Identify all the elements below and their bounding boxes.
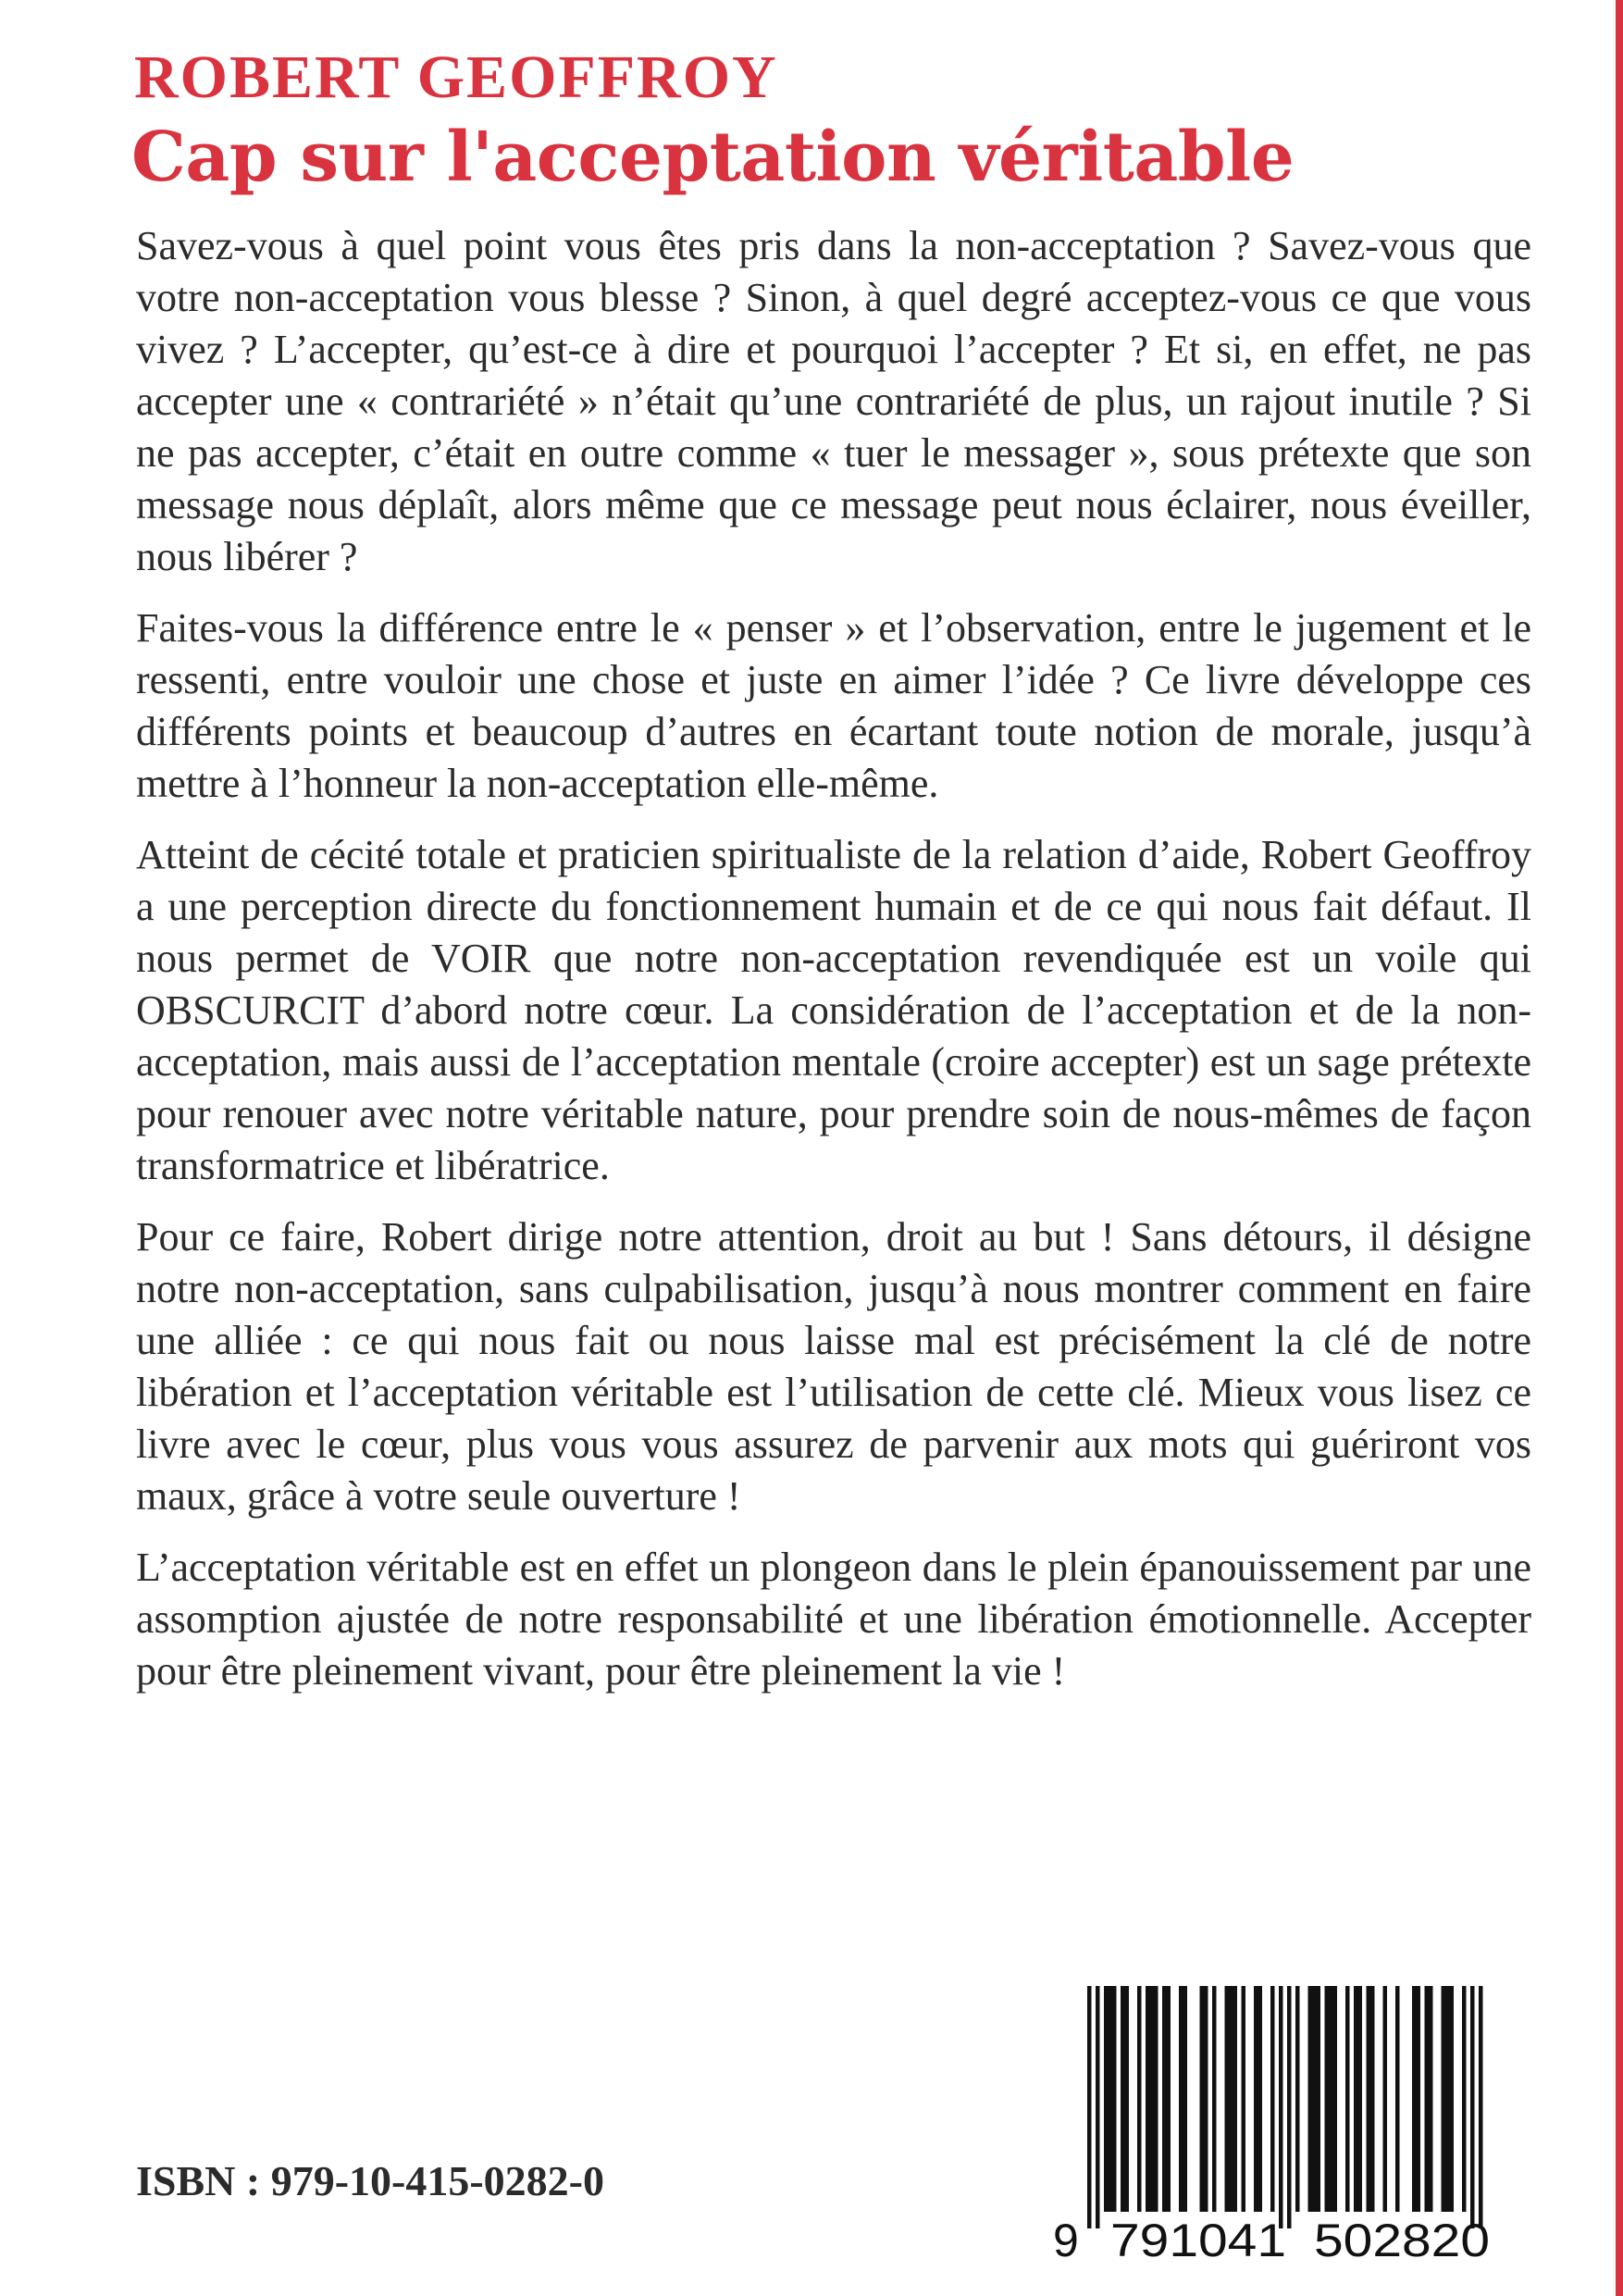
barcode-bar [1358, 1986, 1363, 2212]
barcode-bar [1270, 1986, 1275, 2212]
barcode-bars [1087, 1986, 1483, 2228]
barcode-digits-right: 502820 [1314, 2215, 1490, 2266]
barcode-bar [1146, 1986, 1150, 2212]
barcode-bar [1412, 1986, 1417, 2212]
blurb [136, 220, 1531, 1717]
barcode-bar [1104, 1986, 1109, 2212]
barcode-bar [1258, 1986, 1263, 2212]
barcode-bar [1154, 1986, 1158, 2212]
barcode-bar [1325, 1986, 1330, 2212]
barcode-bar [1470, 1986, 1475, 2228]
barcode-bar [1212, 1986, 1217, 2212]
barcode-bar [1254, 1986, 1258, 2212]
barcode-bar [1087, 1986, 1092, 2228]
barcode-bar [1429, 1986, 1433, 2212]
barcode-bar [1112, 1986, 1117, 2212]
blurb-paragraph: Savez-vous à quel point vous êtes pris dans la non-acceptation ? Savez-vous que votre non-acceptation vous blesse ? Sinon, à quel degré acceptez-vous ce que vous vivez ? L’accepter, qu’est-ce à dire et pourquoi l’accepter ? Et si, en effet, ne pas accepter une « contrariété » n’était qu’une contrariété de plus, un rajout inutile ? Si ne pas accepter, c’était en outre comme « tuer le messager », sous prétexte que son message nous déplaît, alors même que ce message peut nous éclairer, nous éveiller, nous libérer ? [136, 223, 1531, 579]
barcode-digit-first: 9 [1053, 2215, 1079, 2266]
barcode-bar [1354, 1986, 1358, 2212]
blurb-paragraph: L’acceptation véritable est en effet un plongeon dans le plein épanouissement par une assomption ajustée de notre responsabilité et une libération émotionnelle. Accepter pour être pleinement vivant, pour être pleinement la vie ! [136, 1545, 1531, 1694]
barcode-bar [1312, 1986, 1317, 2212]
barcode-bar [1204, 1986, 1208, 2212]
barcode-bar [1295, 1986, 1300, 2212]
barcode-bar [1417, 1986, 1421, 2212]
isbn-label: ISBN : 979-10-415-0282-0 [136, 2157, 604, 2204]
barcode-bar [1121, 1986, 1125, 2212]
barcode-bar [1308, 1986, 1313, 2212]
book-title: Cap sur l'acceptation véritable [131, 118, 1295, 197]
barcode-bar [1233, 1986, 1238, 2212]
barcode-bar [1287, 1986, 1292, 2228]
barcode-bar [1367, 1986, 1371, 2212]
author-name: ROBERT GEOFFROY [134, 43, 778, 111]
barcode-digits-left: 791041 [1110, 2215, 1286, 2266]
barcode-bar [1096, 1986, 1100, 2228]
barcode-bar [1167, 1986, 1171, 2212]
blurb-paragraph: Faites-vous la différence entre le « penser » et l’observation, entre le jugement et le ressenti, entre vouloir une chose et juste en aimer l’idée ? Ce livre développe ces différents points et beaucoup d’autres en écartant toute notion de morale, jusqu’à mettre à l’honneur la non-acceptation elle-même. [136, 605, 1531, 806]
blurb-paragraph: Atteint de cécité totale et praticien spiritualiste de la relation d’aide, Robert Geoffroy a une perception directe du fonctionnement humain et de ce qui nous fait défaut. Il nous permet de VOIR que notre non-acceptation revendiquée est un voile qui OBSCURCIT d’abord notre cœur. La considération de l’acceptation et de la non-acceptation, mais aussi de l’acceptation mentale (croire accepter) est un sage prétexte pour renouer avec notre véritable nature, pour prendre soin de nous-mêmes de façon transformatrice et libératrice. [136, 832, 1531, 1188]
barcode-bar [1345, 1986, 1350, 2212]
barcode-bar [1442, 1986, 1446, 2212]
barcode-bar [1137, 1986, 1142, 2212]
barcode-bar [1183, 1986, 1188, 2212]
barcode-bar [1395, 1986, 1400, 2212]
blurb-paragraph: Pour ce faire, Robert dirige notre attention, droit au but ! Sans détours, il désigne notre non-acceptation, sans culpabilisation, jusqu’à nous montrer comment en faire une alliée : ce qui nous fait ou nous laisse mal est précisément la clé de notre libération et l’acceptation véritable est l’utilisation de cette clé. Mieux vous lisez ce livre avec le cœur, plus vous vous assurez de parvenir aux mots qui guériront vos maux, grâce à votre seule ouverture ! [136, 1214, 1531, 1519]
barcode-bar [1162, 1986, 1167, 2212]
barcode-bar [1317, 1986, 1321, 2212]
barcode-bar [1479, 1986, 1483, 2228]
barcode-bar [1329, 1986, 1333, 2212]
barcode-bar [1450, 1986, 1455, 2212]
barcode-bar [1200, 1986, 1205, 2212]
barcode-bar [1179, 1986, 1183, 2212]
barcode-bar [1462, 1986, 1467, 2212]
barcode-graphic [1046, 1979, 1536, 2275]
barcode-bar [1383, 1986, 1388, 2212]
edge-strip [1616, 0, 1623, 2296]
barcode-bar [1125, 1986, 1130, 2212]
barcode-bar [1229, 1986, 1233, 2212]
barcode-bar [1225, 1986, 1230, 2212]
barcode-bar [1445, 1986, 1450, 2212]
barcode-bar [1333, 1986, 1338, 2212]
barcode [1046, 1979, 1536, 2275]
barcode-bar [1370, 1986, 1375, 2212]
barcode-bar [1242, 1986, 1246, 2212]
barcode-bar [1279, 1986, 1283, 2228]
barcode-bar [1425, 1986, 1430, 2212]
barcode-bar [1109, 1986, 1113, 2212]
barcode-bar [1150, 1986, 1155, 2212]
